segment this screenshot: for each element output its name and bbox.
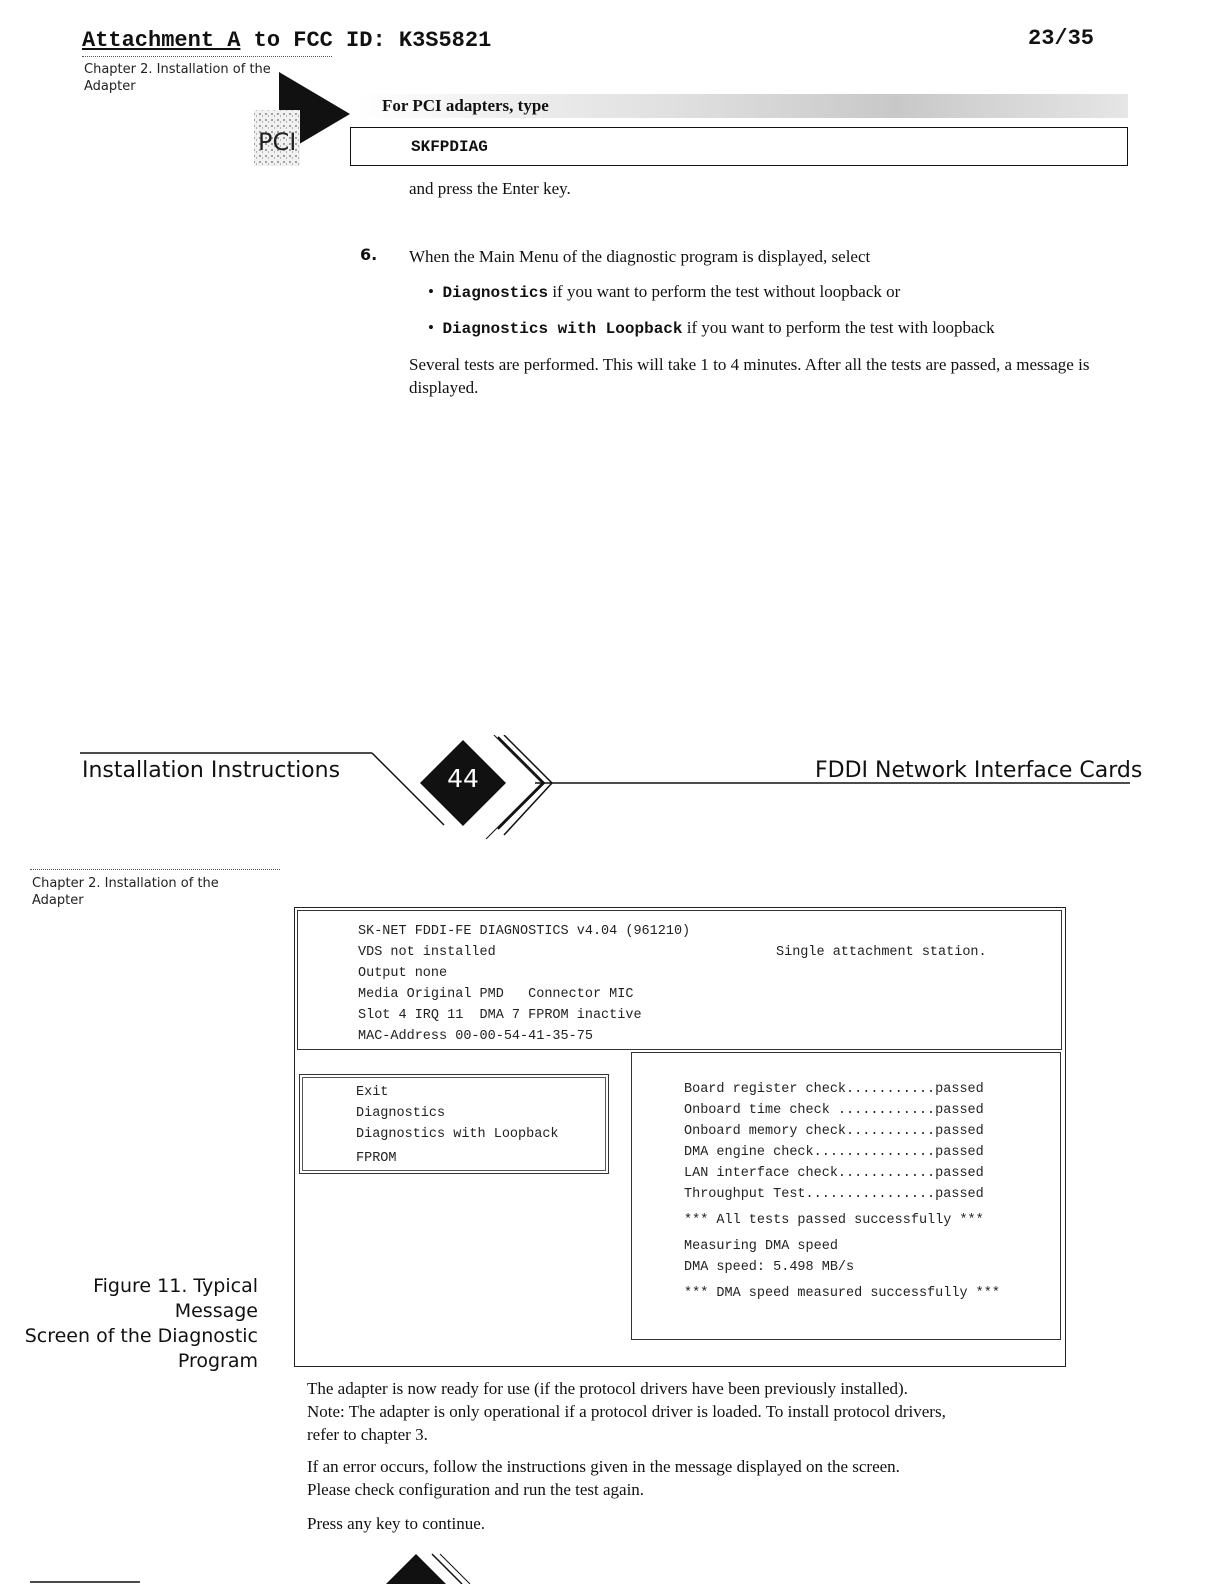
- menu-item-exit[interactable]: Exit: [356, 1085, 389, 1100]
- result-line: DMA engine check...............passed: [684, 1145, 984, 1160]
- paragraph-line: refer to chapter 3.: [307, 1425, 428, 1444]
- diag-header-line: Media Original PMD Connector MIC: [358, 987, 634, 1002]
- document-title: [82, 28, 491, 53]
- chapter-label-line1: Chapter 2. Installation of the: [84, 62, 271, 77]
- diag-header-lines: [358, 921, 690, 1047]
- error-paragraph: [307, 1455, 1107, 1501]
- diag-header-line: VDS not installed: [358, 945, 496, 960]
- result-line: Board register check...........passed: [684, 1082, 984, 1097]
- footer-left-title: Installation Instructions: [82, 758, 341, 783]
- diag-menu-panel: [299, 1074, 609, 1174]
- footer-ornament: [80, 735, 1130, 845]
- bottom-footer-ornament: [0, 1550, 520, 1584]
- diag-results-panel: [631, 1052, 1061, 1340]
- menu-item-fprom[interactable]: FPROM: [356, 1151, 397, 1166]
- diag-menu-list: [356, 1082, 559, 1169]
- bullet-text: if you want to perform the test with loopback: [682, 318, 995, 337]
- command-box: SKFPDIAG: [350, 127, 1128, 166]
- station-type: Single attachment station.: [776, 945, 987, 960]
- caption-line: Program: [177, 1350, 258, 1372]
- step-number: 6.: [360, 245, 378, 264]
- caption-line: Figure 11. Typical Message: [93, 1275, 258, 1322]
- caption-line: Screen of the Diagnostic: [24, 1325, 258, 1347]
- bullet-code: Diagnostics with Loopback: [442, 320, 683, 338]
- paragraph-line: Note: The adapter is only operational if a protocol driver is loaded. To install protocol drivers,: [307, 1402, 946, 1421]
- all-passed-message: *** All tests passed successfully ***: [684, 1213, 984, 1228]
- result-line: Onboard memory check...........passed: [684, 1124, 984, 1139]
- menu-item-diagnostics-loopback[interactable]: Diagnostics with Loopback: [356, 1127, 559, 1142]
- paragraph-line: The adapter is now ready for use (if the protocol drivers have been previously installed).: [307, 1379, 908, 1398]
- footer-page-badge: [440, 760, 490, 796]
- title-rest: to FCC ID: K3S5821: [240, 28, 492, 53]
- paragraph-line: If an error occurs, follow the instructions given in the message displayed on the screen.: [307, 1457, 900, 1476]
- menu-item-diagnostics[interactable]: Diagnostics: [356, 1106, 446, 1121]
- footer-right-title: FDDI Network Interface Cards: [815, 758, 1143, 783]
- pci-icon-text: PCI: [258, 128, 297, 156]
- dma-line: Measuring DMA speed: [684, 1239, 838, 1254]
- result-line: Throughput Test................passed: [684, 1187, 984, 1202]
- result-line: LAN interface check............passed: [684, 1166, 984, 1181]
- result-line: Onboard time check ............passed: [684, 1103, 984, 1118]
- chapter-label-line2: Adapter: [84, 79, 136, 94]
- bullet-item: • Diagnostics with Loopback if you want to perform the test with loopback: [428, 318, 995, 338]
- step-result: Several tests are performed. This will take 1 to 4 minutes. After all the tests are passed, a message is displayed.: [409, 355, 1090, 397]
- figure-caption: [8, 1274, 258, 1374]
- diag-header-line: Slot 4 IRQ 11 DMA 7 FPROM inactive: [358, 1008, 642, 1023]
- chapter-label-line2: Adapter: [32, 893, 84, 908]
- bullet-code: Diagnostics: [442, 284, 549, 302]
- chapter-divider: [30, 869, 280, 870]
- diagnostic-screen: [294, 907, 1066, 1367]
- diag-header-line: MAC-Address 00-00-54-41-35-75: [358, 1029, 593, 1044]
- footer-page-number: 44: [447, 764, 479, 793]
- header-divider: [82, 56, 332, 57]
- pci-arrow-icon: [252, 70, 352, 170]
- title-prefix: Attachment A: [82, 28, 241, 53]
- chapter-label-line1: Chapter 2. Installation of the: [32, 876, 219, 891]
- step-intro: When the Main Menu of the diagnostic program is displayed, select: [409, 247, 871, 266]
- bullet-item: • Diagnostics if you want to perform the test without loopback or: [428, 282, 901, 302]
- page-number: 23/35: [1028, 26, 1095, 51]
- diag-header-line: Output none: [358, 966, 448, 981]
- diag-results-list: [684, 1079, 1000, 1304]
- press-enter-text: and press the Enter key.: [409, 179, 571, 198]
- diag-header-line: SK-NET FDDI-FE DIAGNOSTICS v4.04 (961210): [358, 924, 691, 939]
- bullet-text: if you want to perform the test without loopback or: [548, 282, 901, 301]
- dma-done-message: *** DMA speed measured successfully ***: [684, 1286, 1000, 1301]
- chapter-label: [32, 875, 262, 909]
- ready-paragraph: [307, 1377, 1107, 1446]
- paragraph-line: Please check configuration and run the test again.: [307, 1480, 645, 1499]
- press-key-paragraph: Press any key to continue.: [307, 1514, 485, 1533]
- diag-header-panel: [297, 910, 1062, 1050]
- pci-instruction-label: For PCI adapters, type: [356, 94, 1128, 118]
- dma-line: DMA speed: 5.498 MB/s: [684, 1260, 855, 1275]
